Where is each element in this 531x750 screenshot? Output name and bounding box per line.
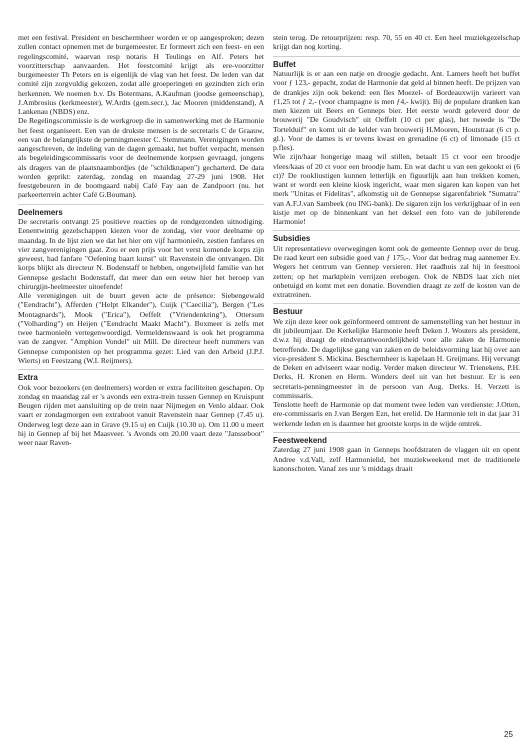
heading-subsidies: Subsidies <box>273 234 311 244</box>
right-column <box>273 33 520 473</box>
paragraph-subsidies: Uit representatieve overwegingen komt ook de gemeente Gennep over de brug. De raad keurt een subsidie goed van ƒ 175,-. Voor dat bedrag mag aannemer Ev. Wegers het centrum van Gennep versieren. Het raadhuis zal hij in feesttooi zetten; op het marktplein verrijzen erebogen. Ook de NBDS laat zich niet onbetuigd en komt met een donatie. Bovendien draagt ze zelf de kosten van de extratreinen. <box>273 243 520 299</box>
paragraph-bestuur-1: We zijn deze keer ook geïnformeerd omtrent de samenstelling van het bestuur in dit jubileumjaar. De Kerkelijke Harmonie heeft Deken J. Wouters als president, d.w.z hij draagt de eindverantwoordelijkheid voor alle zaken de Harmonie betreffende. De dagelijkse gang van zaken en de beleidsvorming laat hij over aan vice-president S. Mickina. Beschermheer is kapelaan H. Greijmans. Hij vervangt de Deken en adviseert waar nodig. Verder maken directeur W. Trienekens, P.H. Derks, H. Kronen en Herm. Wonders deel uit van het bestuur. Er is een secretaris-penningmeester in de persoon van Aug. Derks. H. Verzett is commissaris. <box>273 316 520 400</box>
heading-feestweekend: Feestweekend <box>273 435 327 445</box>
section-divider <box>273 230 520 231</box>
section-divider <box>273 303 520 304</box>
paragraph-bestuur-2: Tenslotte heeft de Harmonie op dat moment twee leden van verdienste: J.Otten, ere-commissaris en J.van Bergen Ezn, het erelid. De Harmonie telt in dat jaar 31 werkende leden en is daarmee het grootste korps in de wijde omtrek. <box>273 400 520 428</box>
section-divider <box>18 204 264 205</box>
left-column <box>18 33 264 447</box>
section-divider <box>18 369 264 370</box>
section-divider <box>273 432 520 433</box>
paragraph-feestweekend: Zaterdag 27 juni 1908 gaan in Genneps hoofdstraten de vlaggen uit en opent Andree v.d.Vall, zelf Harmonielid, het muziekweekend met de traditionele kanonschoten. Vanaf zes uur 's middags draait <box>273 445 520 473</box>
paragraph-extra: Ook voor bezoekers (en deelnemers) worden er extra faciliteiten geschapen. Op zondag en maandag zal er 's avonds een extra-trein tussen Gennep en Kruispunt Beugen rijden met aansluiting op de trein naar Nijmegen en Venlo aldaar. Ook vaart er zondagmorgen een extraboot vanuit Ravenstein naar Gennep (7.45 u). Onderweg legt deze aan in Grave (9.15 u) en Cuijk (10.30 u). Om 11.00 u meert hij in Gennep af bij het Maasveer. 's Avonds om 20.00 vaart deze "Jansseboot" weer naar Raven- <box>18 382 264 447</box>
paragraph-deelnemers-1: De secretaris ontvangt 25 positieve reacties op de rondgezonden uitnodiging. Eenentwintig gezelschappen kiezen voor de zondag, vier voor deelname op maandag. In de lijst zien we dat het hier om vijf harmonieën, zestien fanfares en vier zangverenigingen gaat. Zou er een prijs voor het verst komende korps zijn geweest, had fanfare "Oefening baart kunst" uit Ravenstein die ontvangen. Dit korps blijkt als directeur N. Bodenstaff te hebben, ongetwijfeld familie van het Gennepse geslacht Bodenstaff, dat meer dan een eeuw hier het beroep van chirurgijn-heelmeester uitoefende! <box>18 217 264 291</box>
heading-deelnemers: Deelnemers <box>18 207 63 217</box>
section-divider <box>273 56 520 57</box>
paragraph-regelingscommissie: De Regelingscommissie is de werkgroep die in samenwerking met de Harmonie het feest organiseert. Een van de drukste mensen is de secretaris C de Graauw, een van de belangrijkste de penningmeester C. Stemmann. Verenigingen worden aangeschreven, de indeling van de dagen gemaakt, het buffet verpacht, mensen als begeleidingscommissaris voor de deelnemende korpsen gevraagd, jongens als dragers van de plaatsnaambordjes (de "schildknapen") gecharterd. De data worden geprikt: zaterdag, zondag en maandag 27-29 juni 1908. Het feestgebeuren in de boomgaard nabij Café Fay aan de Zandpoort (nu. het parkeerterrein achter Café G.Bouman). <box>18 116 264 200</box>
paragraph-extra-continued: stein terug. De retourprijzen: resp. 70, 55 en 40 ct. Een heel muziekgezelschap krijgt dan nog korting. <box>273 33 520 52</box>
paragraph-buffet-2: Wie zijn/haar hongerige maag wil stillen, betaalt 15 ct voor een broodje vlees/kaas of 20 ct voor een broodje ham. En wat dacht u van een gekookt ei (6 ct)? De rookliustigen kunnen letterlijk en figuurlijk aan hun trekken komen, want er wordt een kleine kiosk ingericht, waar men sigaren kan kopen van het merk "Unitas et Fidelitas", afkomstig uit de Gennepse sigarenfabriek "Sumatra" van A.F.J.van Sambeek (nu ING-bank). De sigaren zijn los verkrijgbaar of in een kistje met op de binnenkant van het deksel een foto van de jubilerende Harmonie! <box>273 152 520 226</box>
paragraph-deelnemers-2: Alle verenigingen uit de buurt geven acte de présence: Siebengewald ("Eendracht"), Afferden ("Helpt Elkander"), Cuijk ("Caecilia"), Bergen ("Les Montagnards"), Mook ("Erica"), Oeffelt ("Vriendenkring"), Ottersum ("Volharding") en Heijen ("Eendracht Maakt Macht"). Boxmeer is zelfs met twee harmonieën vertegenwoordigd. Vermeldenswaard is ook het programma van de zangver. "Amphion Vondel" uit Mill. De directeur heeft nummers van Gennepse componisten op het programma gezet: Lied van den Arbeid (J.P.J. Wierts) en Feestzang (W.I. Reijmers). <box>18 291 264 365</box>
heading-bestuur: Bestuur <box>273 307 303 317</box>
page-number: 25 <box>504 730 513 739</box>
heading-extra: Extra <box>18 373 38 382</box>
paragraph-festival-committee: met een festival. President en beschermheer worden er op aangesproken; dezen zullen contact opnemen met de burgemeester. Er formeert zich een feest- en een regelingscomité, waarvan resp notaris H Teulings en Alf. Peters het voorzitterschap aanvaarden. Het feestcomité krijgt als ere-voorzitter burgemeester Th Peters en is eigenlijk de vlag van het feest. De leden van dat comité zijn zorgvuldig gekozen, zodat alle groeperingen en gezindten zich erin herkennen. We noemen b.v. Ds Botermans, A.Kaufman (joodse gemeenschap), J.Ambrosius (kerkmeester), W.Ardts (gem.secr.), Jac Mooren (middenstand), A Lankenau (NBDS) enz. <box>18 33 264 116</box>
heading-buffet: Buffet <box>273 59 296 69</box>
paragraph-buffet-1: Natuurlijk is er aan een natje en droogje gedacht. Ant. Lamers heeft het buffet voor ƒ 123,- gepacht, zodat de Harmonie dat geld al binnen heeft. De prijzen van de drankjes zijn ook bekend: een fles Moezel- of Bordeauxwijn varieert van ƒ1,25 tot ƒ 2,- (voor champagne is men ƒ4,- kwijt). Bij de populare dranken kan men kiezen uit Beers en Genneps bier. Het eerste wordt geleverd door de brouwerij "De Goudvisch" uit Oeffelt (10 ct per glas), het tweede is "De Tortelduif" en komt uit de kelder van brouwerij H.Mooren, Houtstraat (6 ct p. gl.). Voor de dames is er tevens kwast en grenadine (6 ct) of limonade (15 ct p.fles). <box>273 69 520 152</box>
